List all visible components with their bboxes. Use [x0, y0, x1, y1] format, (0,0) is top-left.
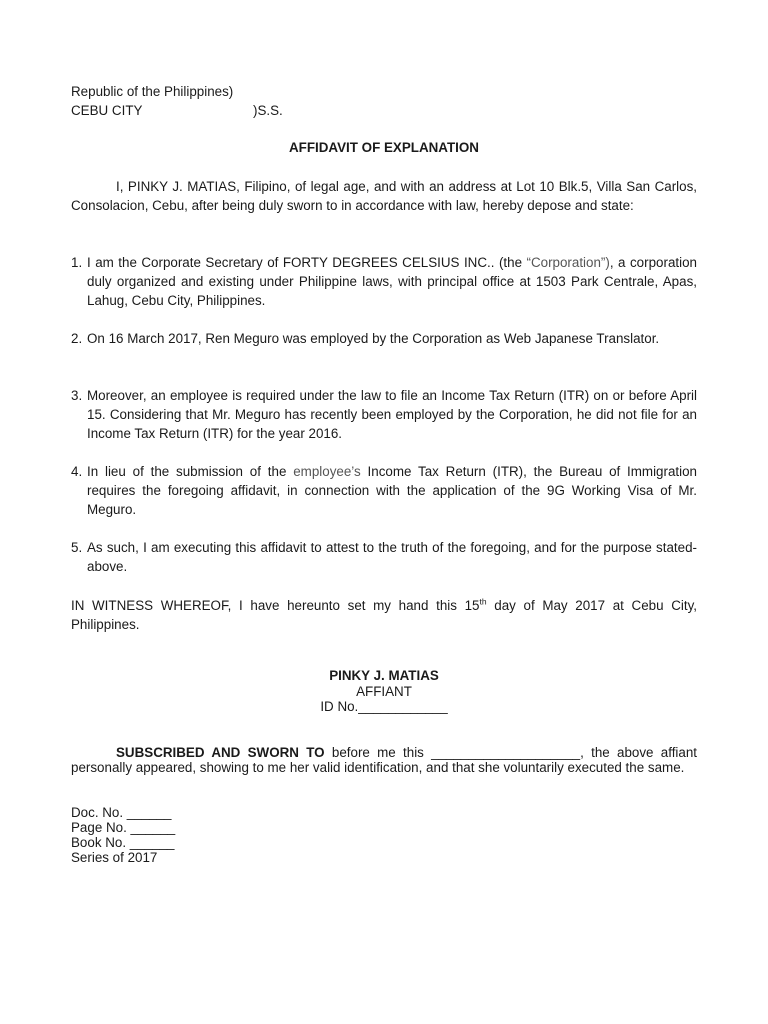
- affiant-name: PINKY J. MATIAS: [329, 668, 439, 683]
- id-label: ID No.: [320, 699, 359, 714]
- jurat-text: before me this ____________________, the above affiant personally appeared, showing to me her valid identification, and that she voluntarily executed the same.: [71, 745, 698, 775]
- item-number: 4.: [71, 464, 83, 479]
- item-number: 3.: [71, 388, 83, 403]
- witness-paragraph: [71, 596, 697, 634]
- item-text-term: “Corporation”): [526, 255, 610, 270]
- list-item: [71, 253, 697, 310]
- intro-paragraph: [71, 177, 697, 215]
- item-number: 1.: [71, 255, 83, 270]
- document-title: AFFIDAVIT OF EXPLANATION: [289, 140, 479, 155]
- header-city: CEBU CITY: [71, 103, 143, 118]
- witness-text: day of May 2017 at Cebu City, Philippines.: [71, 598, 698, 632]
- doc-number: Doc. No. ______: [71, 805, 172, 820]
- book-number: Book No. ______: [71, 835, 175, 850]
- intro-text: I, PINKY J. MATIAS, Filipino, of legal age, and with an address at Lot 10 Blk.5, Villa San Carlos, Consolacion, Cebu, after being duly sworn to in accordance with law, hereby depose and state:: [71, 179, 697, 213]
- jurat-heading: SUBSCRIBED AND SWORN TO: [116, 745, 325, 760]
- item-text-part: Income Tax Return (ITR), the Bureau of Immigration requires the foregoing affidavit, in connection with the application of the 9G Working Visa of Mr. Meguro.: [87, 464, 697, 517]
- affiant-id-line: [0, 699, 768, 714]
- header-republic: Republic of the Philippines): [71, 84, 234, 99]
- item-text-part: , a corporation duly organized and existing under Philippine laws, with principal office at 1503 Park Centrale, Apas, Lahug, Cebu City, Philippines.: [87, 255, 697, 308]
- item-text: [87, 462, 697, 519]
- series-year: Series of 2017: [71, 850, 158, 865]
- item-number: 5.: [71, 540, 83, 555]
- list-item: [71, 386, 697, 443]
- item-text: As such, I am executing this affidavit to attest to the truth of the foregoing, and for the purpose stated-above.: [87, 540, 697, 574]
- item-text-part: I am the Corporate Secretary of FORTY DEGREES CELSIUS INC.. (the: [87, 255, 527, 270]
- witness-superscript: th: [479, 596, 487, 607]
- affiant-role: AFFIANT: [356, 684, 412, 699]
- jurat-paragraph: [71, 745, 697, 775]
- item-text-part: In lieu of the submission of the: [87, 464, 294, 479]
- list-item: [71, 538, 697, 576]
- header-ss: )S.S.: [253, 103, 283, 118]
- item-number: 2.: [71, 331, 83, 346]
- list-item: [71, 462, 697, 519]
- id-blank: ____________: [358, 699, 448, 714]
- item-text: On 16 March 2017, Ren Meguro was employed by the Corporation as Web Japanese Translator.: [87, 331, 660, 346]
- list-item: [71, 329, 697, 348]
- item-text: [87, 253, 697, 310]
- page-number: Page No. ______: [71, 820, 176, 835]
- item-text-term: employee’s: [293, 464, 361, 479]
- item-text: Moreover, an employee is required under the law to file an Income Tax Return (ITR) on or before April 15. Considering that Mr. Meguro has recently been employed by the Corporation, he did not file for an Income Tax Return (ITR) for the year 2016.: [87, 388, 697, 441]
- witness-text: IN WITNESS WHEREOF, I have hereunto set my hand this 15: [71, 598, 480, 613]
- header-venue: [71, 101, 283, 120]
